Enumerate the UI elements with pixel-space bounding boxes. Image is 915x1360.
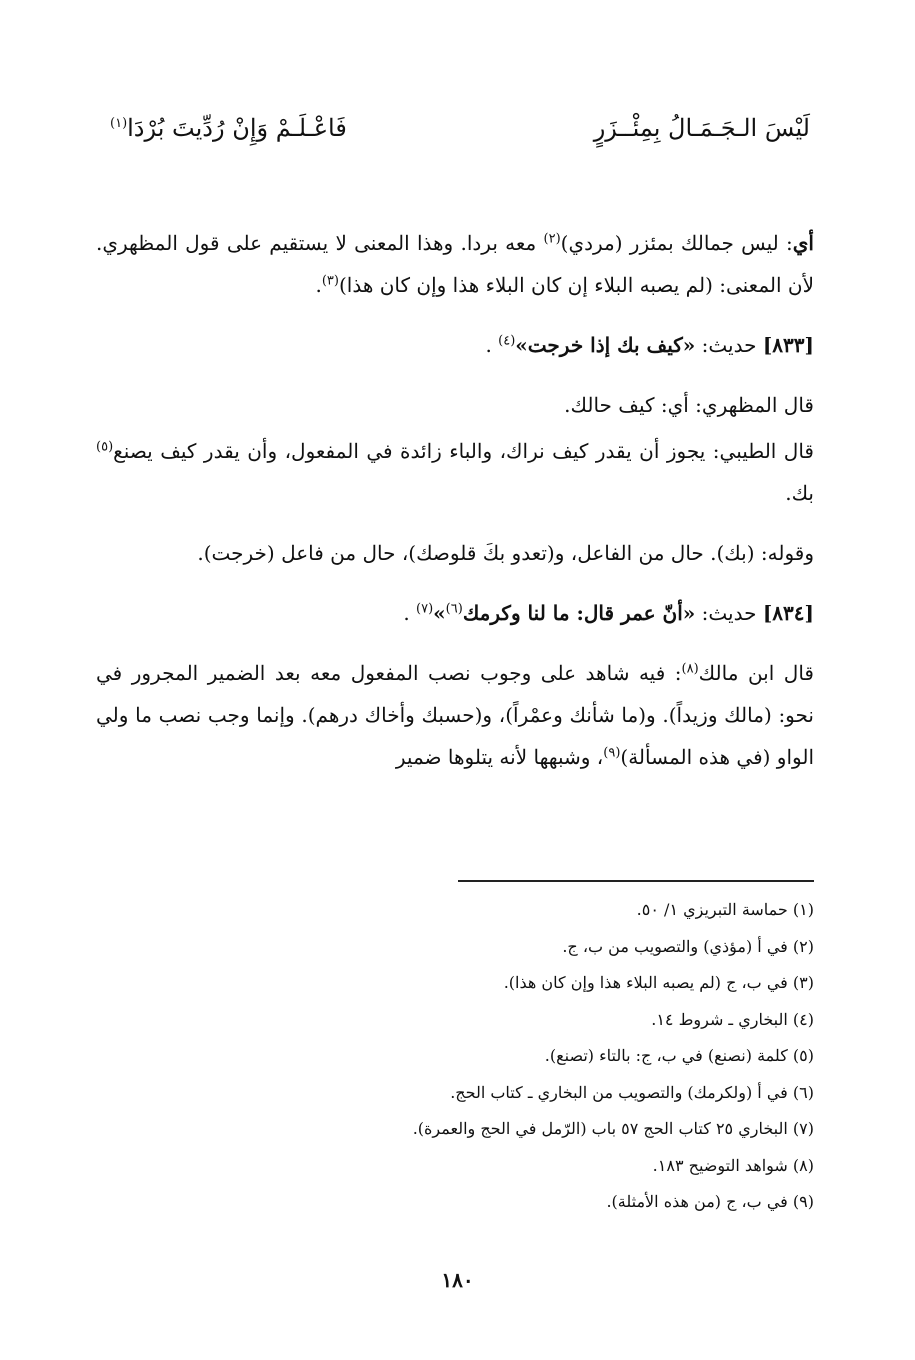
footnote-number: (٢) xyxy=(792,936,814,956)
hadith-834-heading xyxy=(96,592,814,634)
paragraph-explanation xyxy=(96,222,814,306)
footnote-item xyxy=(96,929,814,966)
footnote-text: في أ (مؤذي) والتصويب من ب، ج. xyxy=(562,936,788,956)
footnote-item xyxy=(96,892,814,929)
page-number: ١٨٠ xyxy=(441,1268,474,1292)
footnote-number: (٥) xyxy=(792,1046,814,1065)
footnote-number: (٩) xyxy=(792,1192,814,1211)
footnote-text: شواهد التوضيح ١٨٣. xyxy=(652,1155,788,1175)
footnote-marker: (٤) xyxy=(498,333,516,349)
footnote-text: البخاري ـ شروط ١٤. xyxy=(651,1009,788,1029)
footnote-marker: (٧) xyxy=(416,601,434,617)
hadith-label: حديث: xyxy=(701,601,757,625)
paragraph-text: . xyxy=(315,273,322,297)
hadith-number: [٨٣٤] xyxy=(762,601,814,625)
footnote-marker: (٩) xyxy=(603,745,621,761)
paragraph-ibn-malik xyxy=(96,652,814,778)
footnote-text: في ب، ج (لم يصبه البلاء هذا وإن كان هذا). xyxy=(503,973,788,992)
hadith-end: . xyxy=(485,333,492,357)
verse-second-hemistich xyxy=(110,104,347,152)
hadith-quote: «كيف بك إذا خرجت» xyxy=(515,333,696,357)
footnote-text: البخاري ٢٥ كتاب الحج ٥٧ باب (الرّمل في الحج والعمرة). xyxy=(412,1119,788,1138)
hadith-number: [٨٣٣] xyxy=(762,333,814,357)
paragraph-text: قال ابن مالك xyxy=(698,661,814,685)
footnote-item xyxy=(96,1075,814,1112)
footnote-marker: (٨) xyxy=(681,661,699,677)
paragraph-text: قال الطيبي: يجوز أن يقدر كيف نراك، والباء زائدة في المفعول، وأن يقدر كيف يصنع xyxy=(113,439,814,463)
footnote-marker: (١) xyxy=(110,116,128,131)
paragraph-text: وقوله: (بك). حال من الفاعل، و(تعدو بكَ قلوصك)، حال من فاعل (خرجت). xyxy=(197,541,814,565)
footnote-text: كلمة (نصنع) في ب، ج: بالتاء (تصنع). xyxy=(544,1046,788,1065)
footnote-item xyxy=(96,1184,814,1221)
footnote-number: (٤) xyxy=(792,1009,814,1029)
paragraph-text: قال المظهري: أي: كيف حالك. xyxy=(564,393,814,417)
hadith-end: . xyxy=(403,601,410,625)
footnote-text: في أ (ولكرمك) والتصويب من البخاري ـ كتاب الحج. xyxy=(450,1082,788,1102)
footnote-text: في ب، ج (من هذه الأمثلة). xyxy=(606,1192,788,1211)
footnote-divider xyxy=(458,880,814,882)
footnote-number: (٦) xyxy=(792,1082,814,1102)
footnote-number: (٨) xyxy=(792,1155,814,1175)
footnote-number: (٧) xyxy=(792,1119,814,1138)
main-text xyxy=(96,222,814,796)
paragraph-text: ، وشبهها لأنه يتلوها ضمير xyxy=(395,745,604,769)
footnote-item xyxy=(96,1111,814,1148)
verse-first-hemistich: لَيْسَ الـجَـمَـالُ بِمِئْــزَرٍ xyxy=(593,114,810,142)
footnote-marker: (٥) xyxy=(96,439,114,455)
hadith-quote-close: » xyxy=(433,601,446,625)
paragraph-text: بك. xyxy=(785,481,814,505)
hadith-quote: «أنّ عمر قال: ما لنا وكرمك xyxy=(462,601,696,625)
footnote-item xyxy=(96,1148,814,1185)
hadith-label: حديث: xyxy=(701,333,757,357)
footnote-marker: (٢) xyxy=(543,231,561,247)
paragraph-tibi xyxy=(96,430,814,514)
footnote-marker: (٦) xyxy=(445,601,463,617)
paragraph-qawluhu xyxy=(96,532,814,574)
footnotes-list xyxy=(96,892,814,1221)
footnote-item xyxy=(96,1002,814,1039)
paragraph-lead-word: أي xyxy=(792,231,814,255)
verse-second-hemistich-text: فَاعْـلَـمْ وَإِنْ رُدِّيتَ بُرْدَا xyxy=(127,114,347,142)
footnote-number: (٣) xyxy=(792,973,814,992)
paragraph-text: : فيه شاهد على وجوب نصب المفعول معه بعد الضمير المجرور في نحو: (مالك وزيداً). و(ما شأنك وعمْراً)، و(حسبك وأخاك درهم). وإنما وجب نصب ما ولي الواو (في هذه المسألة) xyxy=(96,661,814,769)
footnote-item xyxy=(96,965,814,1002)
paragraph-text: معه بردا. وهذا المعنى لا يستقيم على قول المظهري. لأن المعنى: (لم يصبه البلاء إن كان البلاء هذا وإن كان هذا) xyxy=(96,231,814,297)
poetry-verse xyxy=(110,104,810,154)
paragraph-mazhari xyxy=(96,384,814,426)
footnote-marker: (٣) xyxy=(321,273,339,289)
paragraph-text: : ليس جمالك بمئزر (مردي) xyxy=(560,231,793,255)
footnote-text: حماسة التبريزي ١/ ٥٠. xyxy=(636,900,788,919)
hadith-833-heading xyxy=(96,324,814,366)
footnote-number: (١) xyxy=(792,900,814,919)
footnote-item xyxy=(96,1038,814,1075)
